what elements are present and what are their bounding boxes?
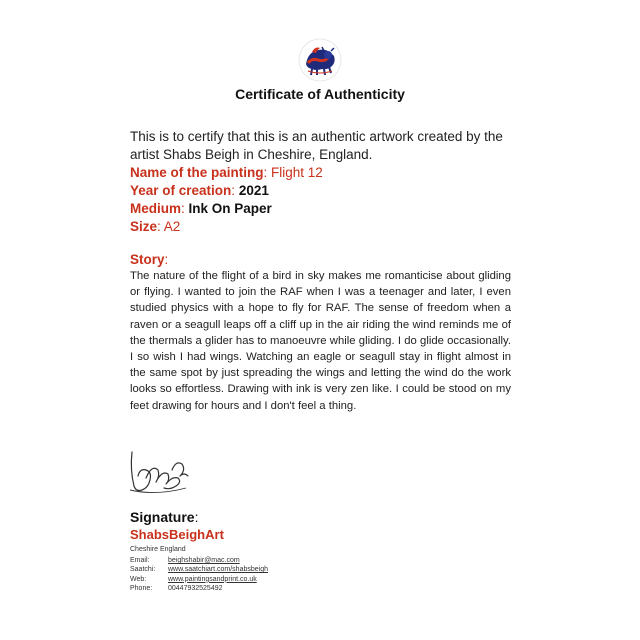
field-value: Ink On Paper xyxy=(188,201,272,216)
saatchi-link[interactable]: www.saatchiart.com/shabsbeigh xyxy=(168,566,268,574)
field-value: 2021 xyxy=(238,183,269,198)
field-label: Medium xyxy=(130,201,182,216)
contact-key: Email: xyxy=(130,557,150,564)
intro-text: This is to certify that this is an authentic artwork created by the artist Shabs Beigh in Cheshire, England. xyxy=(130,129,503,162)
field-label: Name of the painting xyxy=(130,165,264,180)
contact-row-email xyxy=(130,556,268,565)
story-label: Story xyxy=(130,252,165,267)
field-size: Size: A2 xyxy=(130,219,181,234)
handwritten-signature xyxy=(126,440,196,498)
signature-heading: Signature: xyxy=(130,509,199,525)
signature-name: ShabsBeighArt xyxy=(130,527,224,542)
field-label: Size xyxy=(130,219,158,234)
signature-location: Cheshire England xyxy=(130,546,186,553)
bull-logo-icon xyxy=(298,38,342,82)
contact-key: Saatchi: xyxy=(130,566,156,574)
story-text: The nature of the flight of a bird in sky makes me romanticise about gliding or flying. I wanted to join the RAF when I was a teenager and later, I even studied physics with a hope to fly for RAF. The sense of freedom when a raven or a seagull leaps off a cliff up in the air riding the wind reminds me of the thermals a glider has to manoeuvre while gliding. I do glide occasionally. I so wish I had wings. Watching an eagle or seagull stay in flight almost in the same spot by just spreading the wings and letting the wind do the work looks so effortless. Drawing with ink is very zen like. I could be stood on my feet drawing for hours and I don't feel a thing. xyxy=(130,270,511,412)
contact-key: Phone: xyxy=(130,585,153,593)
field-value: A2 xyxy=(163,219,181,234)
signature-label: Signature xyxy=(130,509,195,525)
contact-row-web xyxy=(130,575,268,584)
field-label: Year of creation xyxy=(130,183,232,198)
web-link[interactable]: www.paintingsandprint.co.uk xyxy=(168,575,257,583)
phone-number: 00447932525492 xyxy=(168,585,223,593)
certificate-title: Certificate of Authenticity xyxy=(235,86,405,102)
story-heading: Story: xyxy=(130,252,169,267)
contact-list xyxy=(130,556,268,594)
contact-key: Web: xyxy=(130,575,147,583)
field-value: Flight 12 xyxy=(271,165,323,180)
field-year: Year of creation: 2021 xyxy=(130,183,269,198)
contact-row-phone xyxy=(130,584,268,593)
field-medium: Medium: Ink On Paper xyxy=(130,201,272,216)
email-link[interactable]: beighshabir@mac.com xyxy=(168,557,240,564)
field-painting-name: Name of the painting: Flight 12 xyxy=(130,165,323,180)
contact-row-saatchi xyxy=(130,565,268,574)
